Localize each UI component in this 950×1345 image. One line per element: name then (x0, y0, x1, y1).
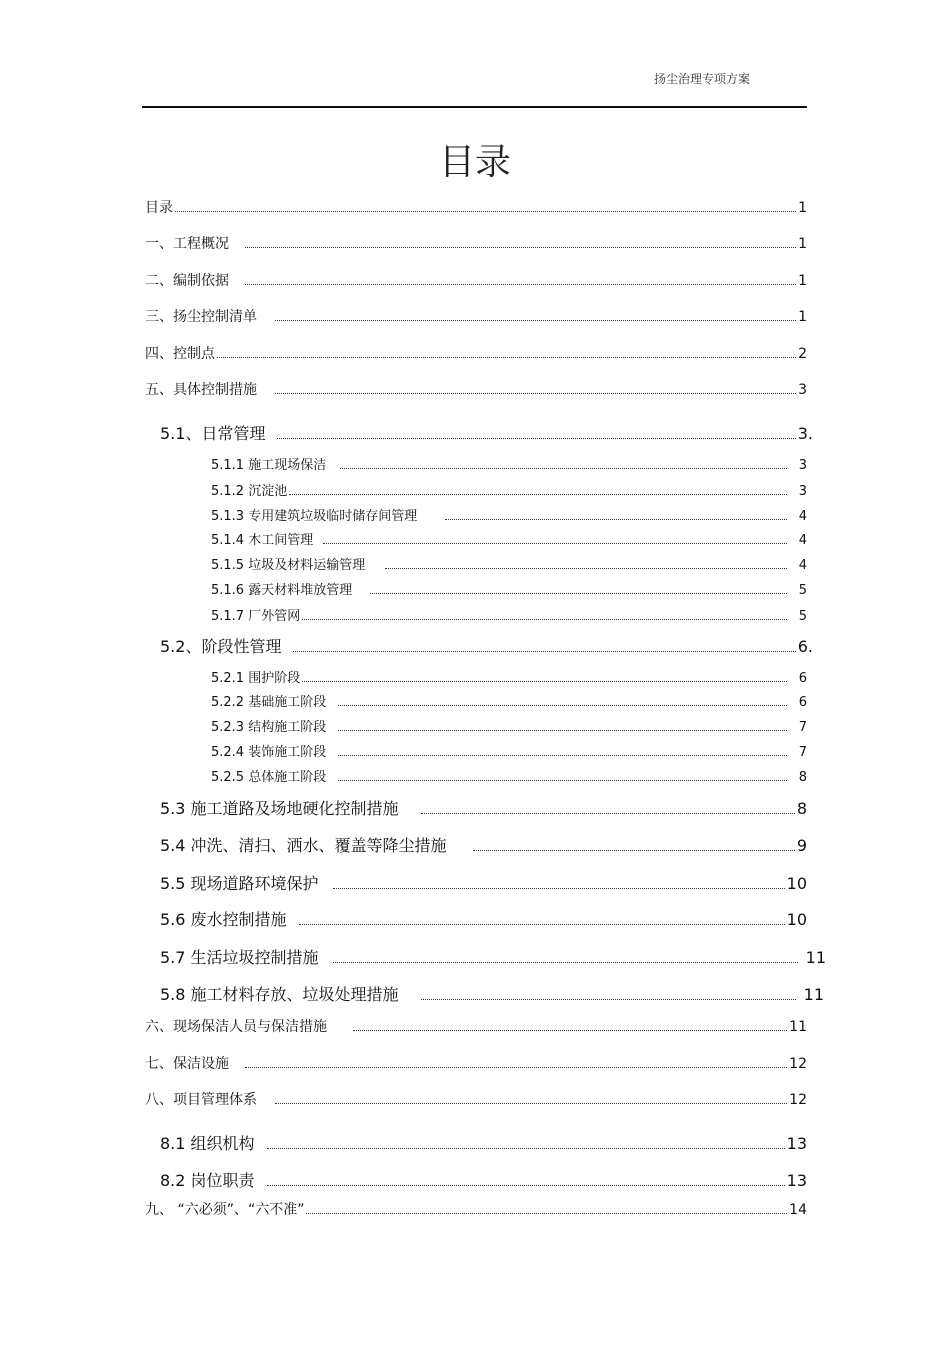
toc-entry-page: 6 (798, 671, 807, 686)
toc-entry-label: 5.8 施工材料存放、垃圾处理措施 (160, 985, 399, 1004)
running-header: 扬尘治理专项方案 (654, 72, 751, 86)
toc-entry[interactable] (211, 766, 807, 785)
toc-entry[interactable] (145, 306, 807, 326)
page-title: 目录 (438, 142, 511, 183)
toc-entry-label: 5.4 冲洗、清扫、洒水、覆盖等降尘措施 (160, 836, 447, 855)
toc-leader (267, 1175, 785, 1186)
toc-leader (340, 460, 787, 469)
toc-leader (275, 312, 796, 321)
toc-entry[interactable] (145, 197, 807, 217)
toc-leader (333, 878, 785, 889)
toc-entry-page: 13 (786, 1171, 807, 1190)
toc-entry-label: 5.3 施工道路及场地硬化控制措施 (160, 799, 399, 818)
toc-entry-label: 5.1.4 木工间管理 (211, 533, 314, 548)
toc-entry[interactable] (211, 454, 807, 473)
toc-entry-label: 三、扬尘控制清单 (145, 309, 257, 325)
toc-entry-label: 5.2.5 总体施工阶段 (211, 770, 327, 785)
toc-entry-label: 5.1.1 施工现场保洁 (211, 458, 327, 473)
toc-entry-page: 3. (797, 424, 813, 443)
toc-leader (421, 989, 796, 1000)
toc-leader (302, 673, 787, 682)
toc-entry-label: 一、工程概况 (145, 236, 229, 252)
toc-entry-page: 10 (786, 874, 807, 893)
toc-entry[interactable] (211, 716, 807, 735)
toc-leader (299, 914, 785, 925)
toc-entry-page: 4 (798, 533, 807, 548)
toc-leader (385, 560, 787, 569)
toc-entry-page: 1 (798, 236, 807, 252)
toc-entry-label: 5.2.1 围护阶段 (211, 671, 301, 686)
toc-entry-page: 10 (786, 910, 807, 929)
toc-entry[interactable] (160, 1168, 807, 1191)
toc-entry-label: 5.1、日常管理 (160, 424, 266, 443)
toc-entry-label: 四、控制点 (145, 346, 215, 362)
toc-entry-page: 12 (789, 1092, 807, 1108)
toc-leader (175, 203, 796, 212)
toc-entry-page: 7 (798, 720, 807, 735)
toc-entry-label: 5.2.4 装饰施工阶段 (211, 745, 327, 760)
toc-entry-page: 3 (798, 484, 807, 499)
toc-leader (302, 611, 787, 620)
toc-entry-page: 11 (803, 985, 824, 1004)
toc-entry-label: 九、 “六必须”、“六不准” (145, 1202, 305, 1218)
toc-leader (338, 772, 787, 781)
toc-entry-page: 14 (789, 1202, 807, 1218)
toc-entry[interactable] (160, 982, 824, 1005)
toc-entry-label: 八、项目管理体系 (145, 1092, 257, 1108)
toc-entry-label: 5.5 现场道路环境保护 (160, 874, 319, 893)
toc-entry[interactable] (211, 579, 807, 598)
toc-entry-label: 5.1.5 垃圾及材料运输管理 (211, 558, 366, 573)
toc-leader (338, 747, 787, 756)
toc-leader (277, 428, 795, 439)
toc-entry-page: 8 (798, 770, 807, 785)
toc-entry-page: 6. (797, 637, 813, 656)
toc-entry[interactable] (145, 1053, 807, 1073)
toc-leader (245, 276, 796, 285)
toc-entry[interactable] (160, 1131, 807, 1154)
toc-entry-page: 1 (798, 273, 807, 289)
toc-entry[interactable] (211, 480, 807, 499)
toc-entry[interactable] (211, 554, 807, 573)
toc-entry[interactable] (145, 1199, 807, 1219)
toc-entry-page: 12 (789, 1056, 807, 1072)
toc-entry-label: 六、现场保洁人员与保洁措施 (145, 1019, 327, 1035)
toc-entry-label: 5.1.7 厂外管网 (211, 609, 301, 624)
toc-entry-page: 11 (789, 1019, 807, 1035)
toc-entry-label: 5.2.3 结构施工阶段 (211, 720, 327, 735)
toc-entry[interactable] (160, 945, 826, 968)
toc-leader (217, 349, 796, 358)
toc-entry[interactable] (160, 871, 807, 894)
toc-entry[interactable] (145, 1016, 807, 1036)
toc-leader (421, 803, 795, 814)
toc-entry-label: 5.1.6 露天材料堆放管理 (211, 583, 353, 598)
toc-leader (275, 385, 796, 394)
toc-entry-page: 3 (798, 382, 807, 398)
toc-leader (338, 722, 787, 731)
toc-entry-page: 7 (798, 745, 807, 760)
toc-leader (275, 1095, 787, 1104)
toc-leader (267, 1138, 785, 1149)
toc-leader (306, 1205, 787, 1214)
toc-entry[interactable] (145, 343, 807, 363)
header-rule (142, 106, 807, 108)
toc-leader (289, 486, 787, 495)
toc-entry-label: 二、编制依据 (145, 273, 229, 289)
toc-entry-page: 6 (798, 695, 807, 710)
toc-entry-label: 8.2 岗位职责 (160, 1171, 255, 1190)
toc-leader (370, 585, 787, 594)
toc-entry-page: 11 (805, 948, 826, 967)
toc-entry-label: 5.7 生活垃圾控制措施 (160, 948, 319, 967)
toc-entry-label: 五、具体控制措施 (145, 382, 257, 398)
toc-entry[interactable] (160, 907, 807, 930)
toc-entry[interactable] (145, 270, 807, 290)
toc-entry[interactable] (160, 833, 807, 856)
toc-entry[interactable] (145, 379, 807, 399)
toc-entry-page: 3 (798, 458, 807, 473)
toc-entry-page: 1 (798, 309, 807, 325)
toc-entry-label: 目录 (145, 200, 173, 216)
toc-leader (473, 840, 795, 851)
toc-entry-page: 5 (798, 583, 807, 598)
toc-entry[interactable] (211, 505, 807, 524)
toc-entry[interactable] (145, 1089, 807, 1109)
toc-entry[interactable] (211, 691, 807, 710)
toc-entry-label: 8.1 组织机构 (160, 1134, 255, 1153)
toc-entry-label: 七、保洁设施 (145, 1056, 229, 1072)
toc-leader (245, 1059, 787, 1068)
toc-entry[interactable] (145, 233, 807, 253)
toc-leader (245, 239, 796, 248)
toc-entry[interactable] (160, 634, 813, 657)
toc-entry-label: 5.1.2 沉淀池 (211, 484, 288, 499)
toc-leader (445, 511, 787, 520)
toc-entry[interactable] (211, 529, 807, 548)
toc-entry-page: 1 (798, 200, 807, 216)
toc-leader (353, 1022, 787, 1031)
toc-entry-label: 5.2.2 基础施工阶段 (211, 695, 327, 710)
toc-entry-page: 4 (798, 509, 807, 524)
toc-leader (338, 697, 787, 706)
toc-entry[interactable] (160, 796, 807, 819)
toc-entry-page: 4 (798, 558, 807, 573)
toc-entry-page: 2 (798, 346, 807, 362)
toc-entry-page: 13 (786, 1134, 807, 1153)
toc-leader (293, 641, 795, 652)
toc-entry-label: 5.2、阶段性管理 (160, 637, 282, 656)
toc-entry-label: 5.1.3 专用建筑垃圾临时储存间管理 (211, 509, 418, 524)
toc-entry-page: 5 (798, 609, 807, 624)
toc-entry[interactable] (160, 421, 813, 444)
toc-leader (333, 952, 798, 963)
toc-entry[interactable] (211, 605, 807, 624)
toc-entry[interactable] (211, 741, 807, 760)
toc-entry-page: 8 (796, 799, 807, 818)
toc-entry-label: 5.6 废水控制措施 (160, 910, 287, 929)
toc-entry[interactable] (211, 667, 807, 686)
toc-leader (323, 535, 787, 544)
toc-entry-page: 9 (796, 836, 807, 855)
